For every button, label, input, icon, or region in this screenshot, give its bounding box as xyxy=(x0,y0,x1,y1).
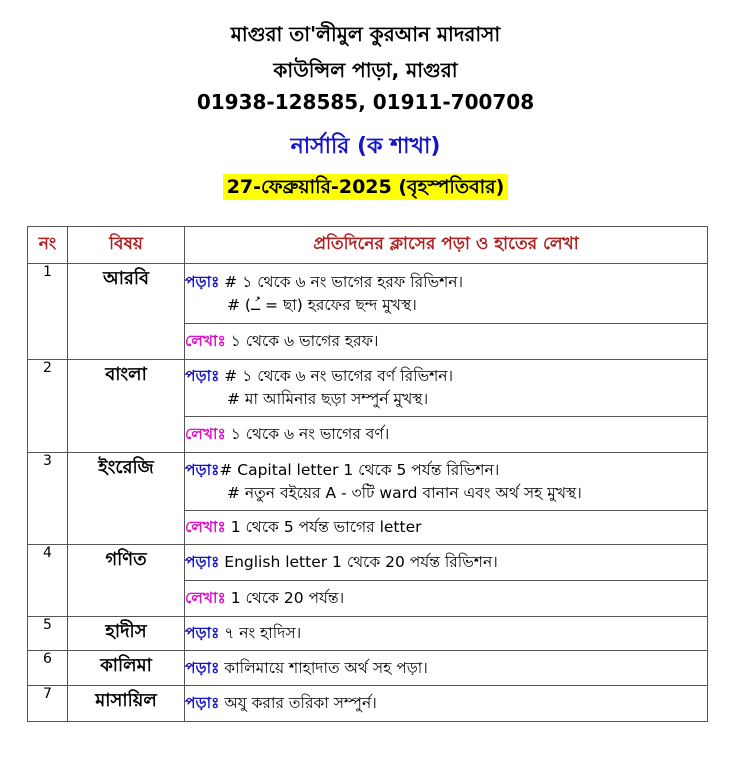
header-content: প্রতিদিনের ক্লাসের পড়া ও হাতের লেখা xyxy=(185,227,708,264)
table-row xyxy=(28,686,708,722)
row-number: 1 xyxy=(28,264,68,360)
read-line: কালিমায়ে শাহাদাত অর্থ সহ পড়া। xyxy=(224,658,428,677)
reading-cell xyxy=(185,360,708,417)
row-subject: ইংরেজি xyxy=(68,453,185,545)
table-row xyxy=(28,545,708,581)
row-number: 5 xyxy=(28,617,68,651)
row-subject: মাসায়িল xyxy=(68,686,185,722)
table-row xyxy=(28,453,708,511)
read-line: # নতুন বইয়ের A - ৩টি ward বানান এবং অর্থ সহ মুখস্থ। xyxy=(227,483,582,502)
row-subject: বাংলা xyxy=(68,360,185,453)
row-subject: গণিত xyxy=(68,545,185,617)
write-text: ১ থেকে ৬ ভাগের হরফ। xyxy=(230,332,379,350)
reading-cell xyxy=(185,545,708,581)
row-number: 3 xyxy=(28,453,68,545)
write-label: লেখাঃ xyxy=(185,332,226,350)
read-line: # ১ থেকে ৬ নং ভাগের হরফ রিভিশন। xyxy=(224,272,464,291)
read-label: পড়াঃ xyxy=(185,624,220,642)
row-subject: কালিমা xyxy=(68,651,185,686)
header-subject: বিষয় xyxy=(68,227,185,264)
read-line: অযু করার তরিকা সম্পুর্ন। xyxy=(224,694,377,712)
read-label: পড়াঃ xyxy=(185,694,220,712)
read-label: পড়াঃ xyxy=(185,272,220,291)
row-number: 2 xyxy=(28,360,68,453)
write-text: 1 থেকে 5 পর্যন্ত ভাগের letter xyxy=(230,518,422,536)
reading-cell xyxy=(185,264,708,324)
institution-name: মাগুরা তা'লীমুল কুরআন মাদরাসা xyxy=(230,22,501,46)
table-header-row xyxy=(28,227,708,264)
reading-cell xyxy=(185,617,708,651)
date-wrapper xyxy=(0,174,731,200)
row-subject: হাদীস xyxy=(68,617,185,651)
row-number: 4 xyxy=(28,545,68,617)
table-row xyxy=(28,360,708,417)
reading-cell xyxy=(185,453,708,511)
read-line: # (ـُـ = ছা) হরফের ছন্দ মুখস্থ। xyxy=(227,295,417,314)
header-number: নং xyxy=(28,227,68,264)
write-label: লেখাঃ xyxy=(185,518,226,536)
writing-cell xyxy=(185,581,708,617)
read-line: # Capital letter 1 থেকে 5 পর্যন্ত রিভিশন। xyxy=(219,460,500,479)
table-row xyxy=(28,617,708,651)
reading-cell xyxy=(185,686,708,722)
row-number: 7 xyxy=(28,686,68,722)
read-label: পড়াঃ xyxy=(185,658,220,677)
phone-numbers: 01938-128585, 01911-700708 xyxy=(196,90,535,114)
writing-cell xyxy=(185,417,708,453)
routine-table xyxy=(27,226,708,722)
row-subject: আরবি xyxy=(68,264,185,360)
write-text: ১ থেকে ৬ নং ভাগের বর্ণ। xyxy=(230,425,390,443)
read-label: পড়াঃ xyxy=(185,367,220,385)
read-line: # ১ থেকে ৬ নং ভাগের বর্ণ রিভিশন। xyxy=(224,367,454,385)
date-banner: 27-ফেব্রুয়ারি-2025 (বৃহস্পতিবার) xyxy=(223,174,509,200)
institution-address: কাউন্সিল পাড়া, মাগুরা xyxy=(273,58,458,82)
read-label: পড়াঃ xyxy=(185,460,220,479)
row-number: 6 xyxy=(28,651,68,686)
read-line: English letter 1 থেকে 20 পর্যন্ত রিভিশন। xyxy=(224,553,498,571)
read-line: # মা আমিনার ছড়া সম্পুর্ন মুখস্থ। xyxy=(227,390,429,408)
table-row xyxy=(28,264,708,324)
writing-cell xyxy=(185,324,708,360)
read-label: পড়াঃ xyxy=(185,553,220,571)
table-row xyxy=(28,651,708,686)
read-line: ৭ নং হাদিস। xyxy=(224,624,302,642)
write-label: লেখাঃ xyxy=(185,589,226,607)
class-title: নার্সারি (ক শাখা) xyxy=(290,134,441,159)
reading-cell xyxy=(185,651,708,686)
write-label: লেখাঃ xyxy=(185,425,226,443)
writing-cell xyxy=(185,511,708,545)
write-text: 1 থেকে 20 পর্যন্ত। xyxy=(230,589,345,607)
